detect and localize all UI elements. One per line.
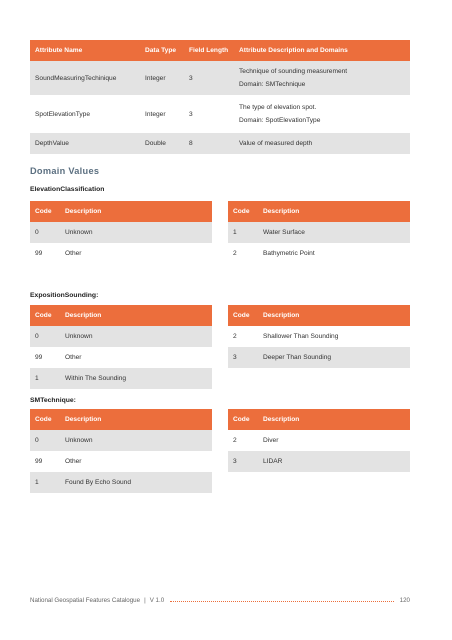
code-cell: 0 — [30, 326, 60, 347]
elevation-classification-table-right — [228, 201, 410, 264]
footer-dot-leader — [170, 597, 394, 602]
sm-technique-table-right — [228, 409, 410, 472]
table-row — [30, 61, 410, 95]
field-length: 3 — [184, 95, 234, 133]
code-cell: 99 — [30, 347, 60, 368]
header-code: Code — [30, 409, 60, 430]
header-attribute-description: Attribute Description and Domains — [234, 40, 410, 61]
attribute-name: DepthValue — [30, 133, 140, 154]
description-cell: Unknown — [60, 326, 212, 347]
description-cell: Unknown — [60, 430, 212, 451]
code-table-header — [228, 409, 410, 430]
code-cell: 3 — [228, 451, 258, 472]
table-row — [30, 326, 212, 347]
description-cell: Water Surface — [258, 222, 410, 243]
data-type: Double — [140, 133, 184, 154]
code-table-header — [30, 305, 212, 326]
domain-values-heading: Domain Values — [30, 166, 100, 176]
exposition-sounding-table-right — [228, 305, 410, 368]
code-cell: 2 — [228, 243, 258, 264]
code-cell: 3 — [228, 347, 258, 368]
description-cell: Found By Echo Sound — [60, 472, 212, 493]
code-cell: 2 — [228, 326, 258, 347]
table-row — [30, 430, 212, 451]
description-cell: Other — [60, 243, 212, 264]
description-cell: LIDAR — [258, 451, 410, 472]
exposition-sounding-title: ExpositionSounding: — [30, 292, 99, 299]
sm-technique-table-left — [30, 409, 212, 493]
table-row — [228, 347, 410, 368]
domain-text: Domain: SpotElevationType — [239, 117, 321, 124]
data-type: Integer — [140, 61, 184, 95]
attribute-name: SpotElevationType — [30, 95, 140, 133]
description-cell: Other — [60, 347, 212, 368]
exposition-sounding-table-left — [30, 305, 212, 389]
table-row — [228, 430, 410, 451]
code-cell: 99 — [30, 243, 60, 264]
table-row — [30, 451, 212, 472]
attribute-table-header — [30, 40, 410, 61]
code-cell: 99 — [30, 451, 60, 472]
table-row — [228, 243, 410, 264]
domain-text: Domain: SMTechnique — [239, 81, 306, 88]
table-row — [30, 95, 410, 133]
elevation-classification-title: ElevationClassification — [30, 186, 105, 193]
footer-version: V 1.0 — [149, 597, 165, 604]
header-description: Description — [60, 201, 212, 222]
header-code: Code — [228, 409, 258, 430]
data-type: Integer — [140, 95, 184, 133]
code-cell: 1 — [30, 472, 60, 493]
table-row — [228, 222, 410, 243]
header-description: Description — [258, 201, 410, 222]
code-table-header — [30, 201, 212, 222]
header-code: Code — [228, 305, 258, 326]
code-cell: 0 — [30, 430, 60, 451]
attribute-description: Value of measured depth — [234, 133, 410, 154]
header-description: Description — [258, 409, 410, 430]
footer-title: National Geospatial Features Catalogue — [30, 597, 141, 604]
page-footer — [30, 597, 410, 604]
header-description: Description — [60, 409, 212, 430]
description-text: The type of elevation spot. — [239, 104, 317, 111]
table-row — [30, 133, 410, 154]
attribute-description — [234, 61, 410, 95]
header-code: Code — [30, 201, 60, 222]
description-text: Technique of sounding measurement — [239, 68, 348, 75]
table-row — [228, 451, 410, 472]
header-description: Description — [258, 305, 410, 326]
attribute-description — [234, 95, 410, 133]
table-row — [30, 472, 212, 493]
table-row — [30, 347, 212, 368]
elevation-classification-table-left — [30, 201, 212, 264]
description-cell: Bathymetric Point — [258, 243, 410, 264]
description-cell: Diver — [258, 430, 410, 451]
description-cell: Within The Sounding — [60, 368, 212, 389]
field-length: 3 — [184, 61, 234, 95]
table-row — [30, 222, 212, 243]
code-cell: 2 — [228, 430, 258, 451]
header-field-length: Field Length — [184, 40, 234, 61]
code-cell: 1 — [228, 222, 258, 243]
table-row — [30, 368, 212, 389]
description-cell: Other — [60, 451, 212, 472]
description-cell: Deeper Than Sounding — [258, 347, 410, 368]
header-data-type: Data Type — [140, 40, 184, 61]
attribute-name: SoundMeasuringTechinique — [30, 61, 140, 95]
description-cell: Unknown — [60, 222, 212, 243]
table-row — [30, 243, 212, 264]
description-cell: Shallower Than Sounding — [258, 326, 410, 347]
code-table-header — [228, 201, 410, 222]
code-cell: 1 — [30, 368, 60, 389]
page-number: 120 — [399, 597, 410, 604]
code-cell: 0 — [30, 222, 60, 243]
table-row — [228, 326, 410, 347]
attribute-table — [30, 40, 410, 154]
header-attribute-name: Attribute Name — [30, 40, 140, 61]
header-code: Code — [228, 201, 258, 222]
sm-technique-title: SMTechnique: — [30, 397, 76, 404]
code-table-header — [30, 409, 212, 430]
header-code: Code — [30, 305, 60, 326]
header-description: Description — [60, 305, 212, 326]
code-table-header — [228, 305, 410, 326]
footer-separator: | — [144, 597, 146, 604]
field-length: 8 — [184, 133, 234, 154]
